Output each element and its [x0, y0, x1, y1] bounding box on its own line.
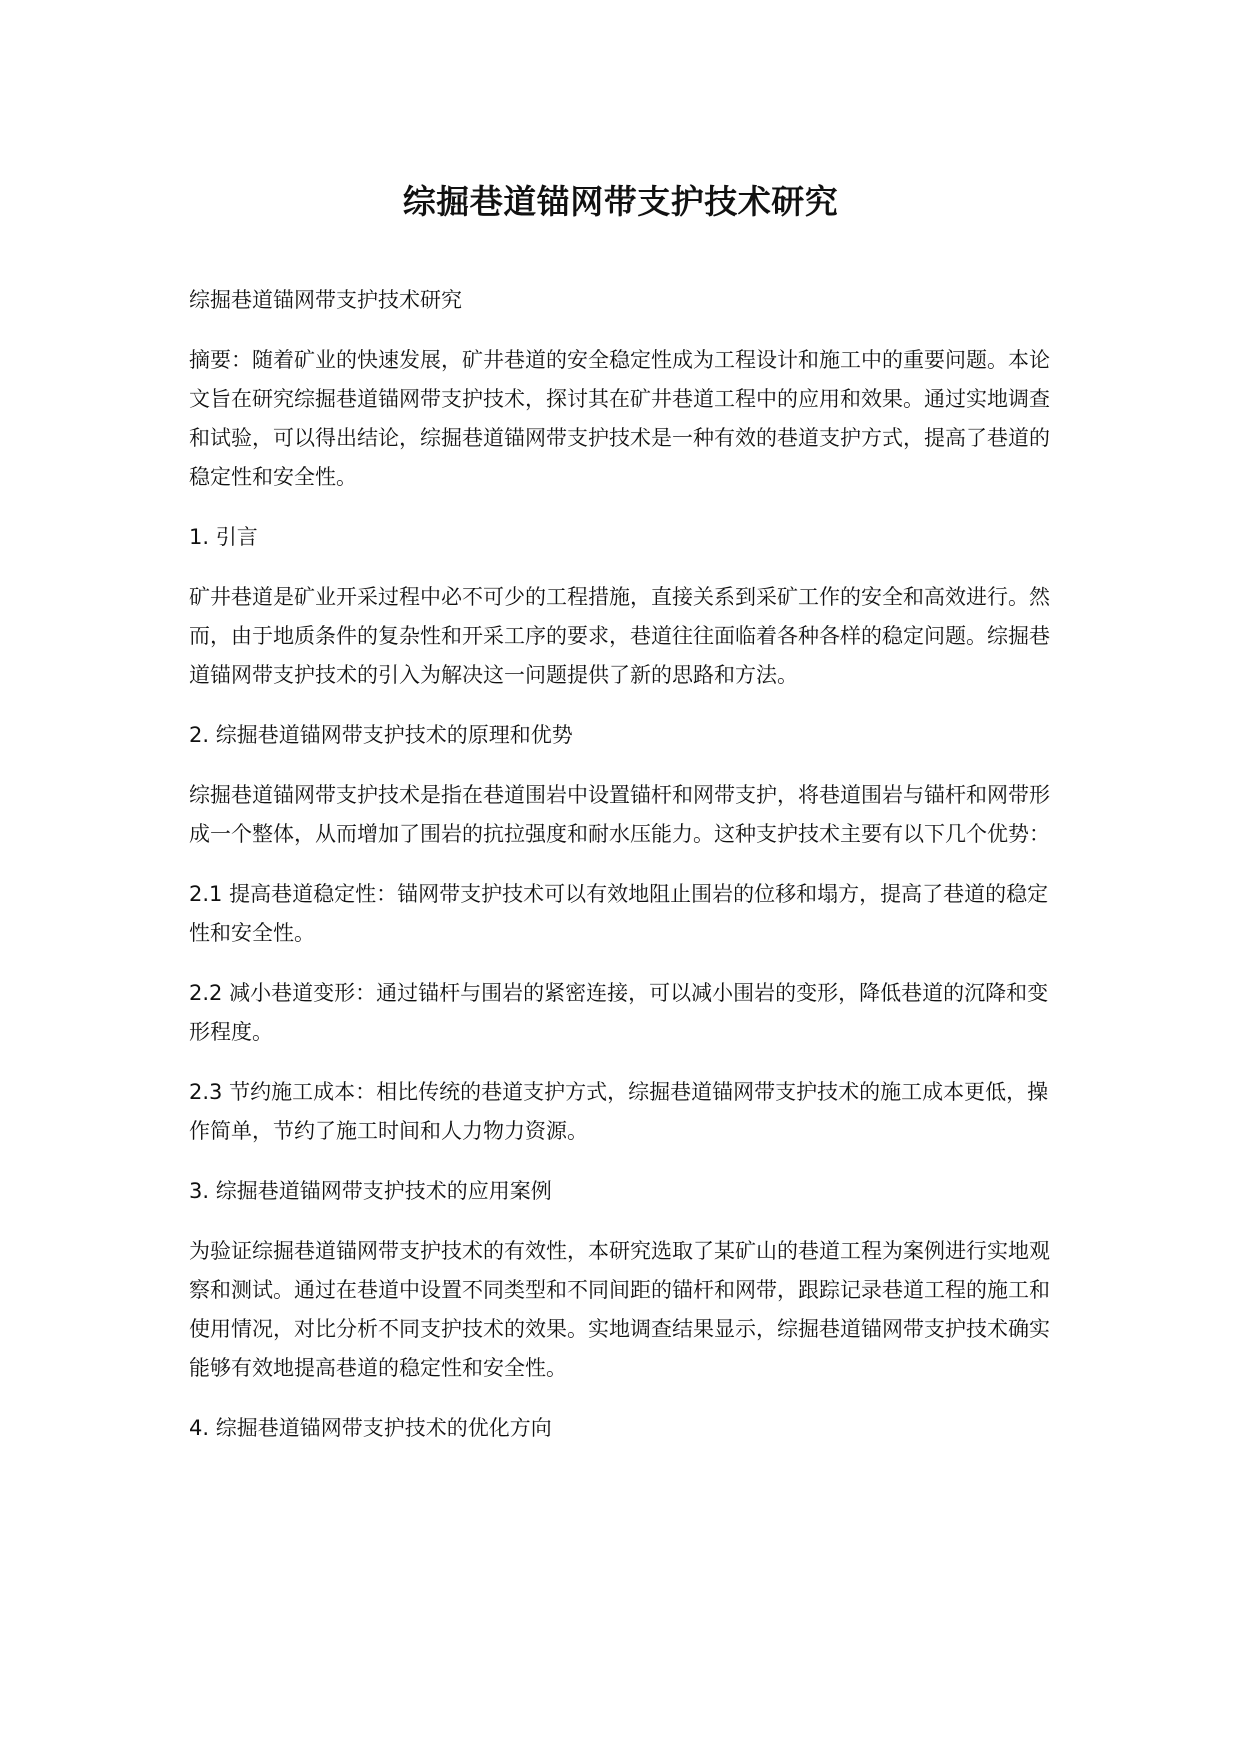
advantage-paragraph-1: 2.1 提高巷道稳定性：锚网带支护技术可以有效地阻止围岩的位移和塌方，提高了巷道的稳定性和安全性。	[189, 882, 1049, 945]
subtitle-paragraph: 综掘巷道锚网带支护技术研究	[189, 288, 462, 312]
document-body	[189, 281, 1055, 1469]
principle-paragraph: 综掘巷道锚网带支护技术是指在巷道围岩中设置锚杆和网带支护，将巷道围岩与锚杆和网带形成一个整体，从而增加了围岩的抗拉强度和耐水压能力。这种支护技术主要有以下几个优势：	[189, 783, 1050, 846]
advantage-paragraph-2: 2.2 减小巷道变形：通过锚杆与围岩的紧密连接，可以减小围岩的变形，降低巷道的沉降和变形程度。	[189, 981, 1049, 1044]
case-paragraph: 为验证综掘巷道锚网带支护技术的有效性，本研究选取了某矿山的巷道工程为案例进行实地观察和测试。通过在巷道中设置不同类型和不同间距的锚杆和网带，跟踪记录巷道工程的施工和使用情况，对比分析不同支护技术的效果。实地调查结果显示，综掘巷道锚网带支护技术确实能够有效地提高巷道的稳定性和安全性。	[189, 1239, 1050, 1380]
advantage-paragraph-3: 2.3 节约施工成本：相比传统的巷道支护方式，综掘巷道锚网带支护技术的施工成本更低，操作简单，节约了施工时间和人力物力资源。	[189, 1080, 1049, 1143]
section-heading-introduction: 1. 引言	[189, 525, 258, 549]
abstract-paragraph: 摘要：随着矿业的快速发展，矿井巷道的安全稳定性成为工程设计和施工中的重要问题。本论文旨在研究综掘巷道锚网带支护技术，探讨其在矿井巷道工程中的应用和效果。通过实地调查和试验，可以得出结论，综掘巷道锚网带支护技术是一种有效的巷道支护方式，提高了巷道的稳定性和安全性。	[189, 348, 1050, 489]
section-heading-optimization: 4. 综掘巷道锚网带支护技术的优化方向	[189, 1416, 552, 1440]
introduction-paragraph: 矿井巷道是矿业开采过程中必不可少的工程措施，直接关系到采矿工作的安全和高效进行。然而，由于地质条件的复杂性和开采工序的要求，巷道往往面临着各种各样的稳定问题。综掘巷道锚网带支护技术的引入为解决这一问题提供了新的思路和方法。	[189, 585, 1050, 687]
section-heading-principle: 2. 综掘巷道锚网带支护技术的原理和优势	[189, 723, 573, 747]
document-title: 综掘巷道锚网带支护技术研究	[402, 182, 839, 221]
section-heading-case: 3. 综掘巷道锚网带支护技术的应用案例	[189, 1179, 552, 1203]
